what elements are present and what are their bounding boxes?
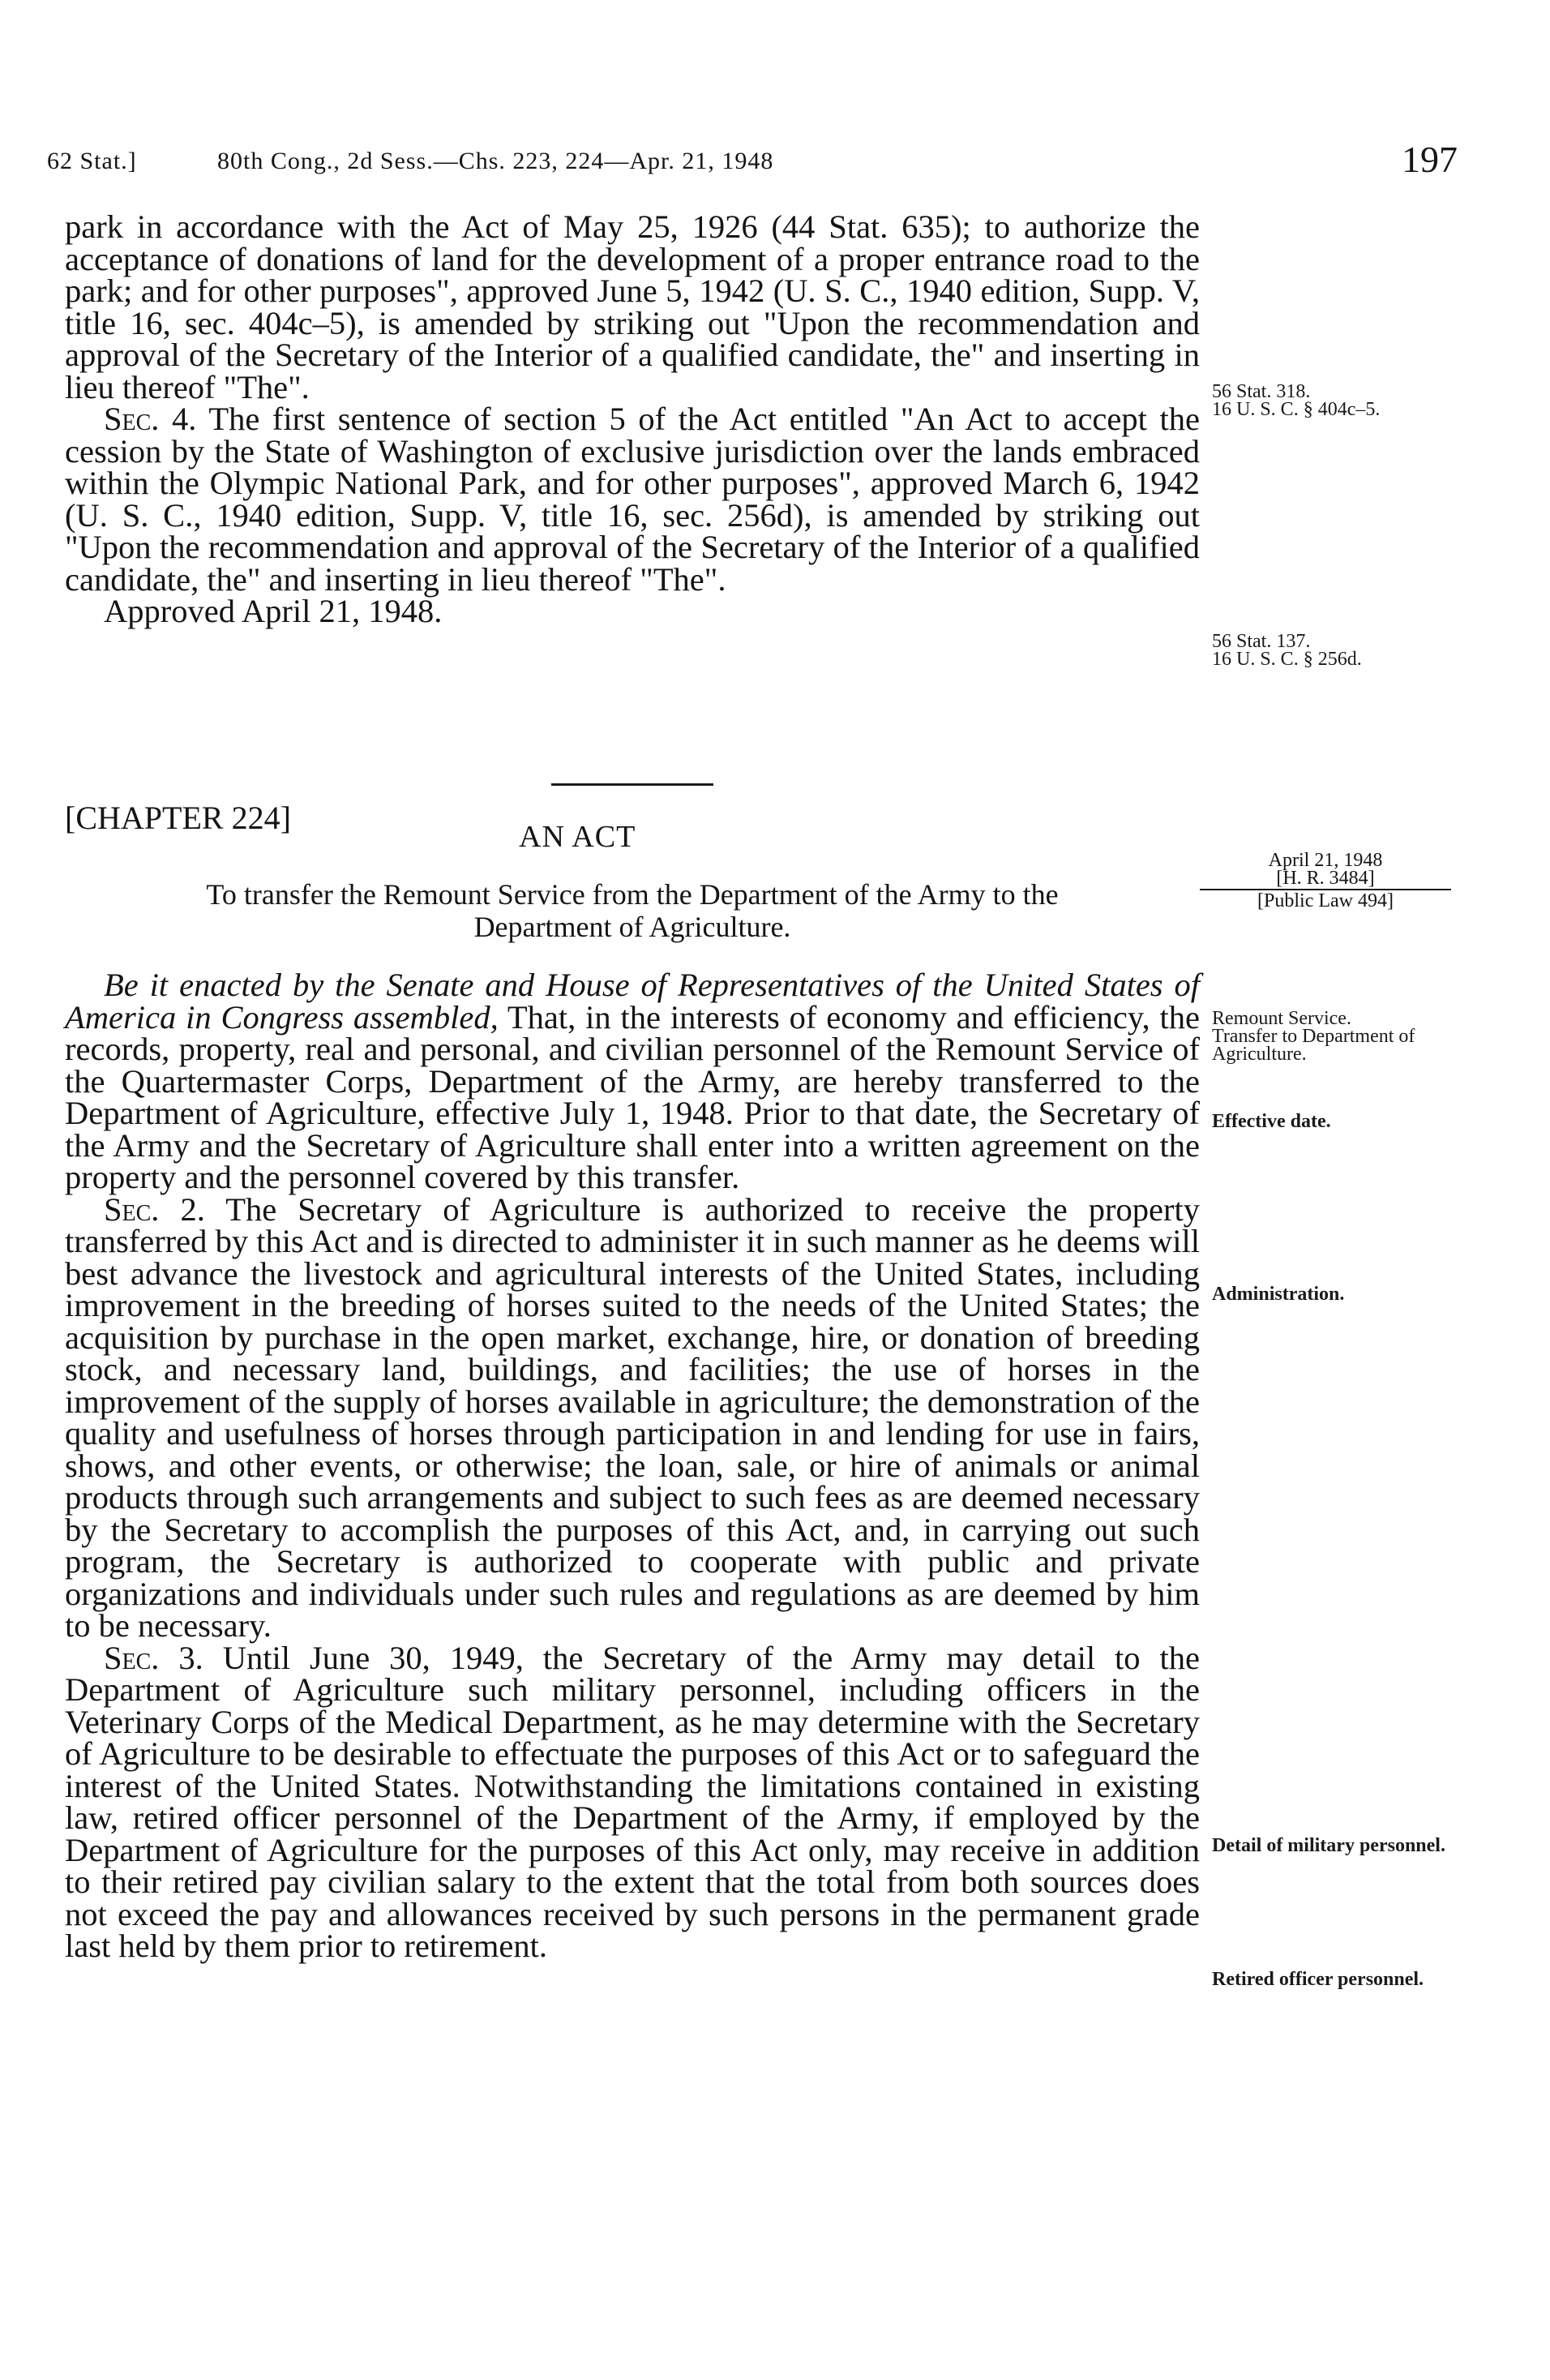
bill-identifier (1200, 851, 1451, 910)
public-law-number: [Public Law 494] (1257, 890, 1394, 911)
section-2-paragraph (65, 1190, 1200, 1644)
margin-note-line: 16 U. S. C. § 404c–5. (1212, 399, 1381, 420)
act-body (65, 969, 1200, 1962)
margin-note-line: 56 Stat. 137. (1212, 631, 1311, 652)
margin-note-stat-137 (1212, 633, 1455, 668)
page-header (47, 138, 1458, 187)
margin-note-stat-318 (1212, 383, 1455, 418)
section-2-text: The Secretary of Agriculture is authorized to receive the property transferred by this Act and is directed to administer it in such manner as he deems will best advance the livestock and agricultural interests of the United States, including improvement in the breeding of horses suited to the needs of the United States; the acquisition by purchase in the open market, exchange, hire, or donation of breeding stock, and necessary land, buildings, and facilities; the use of horses in the improvement of the supply of horses available in agriculture; the demonstration of the quality and usefulness of horses through participation in and lending for use in fairs, shows, and other events, or otherwise; the loan, sale, or hire of animals or animal products through such arrangements and subject to such fees as are deemed necessary by the Secretary to accomplish the purposes of this Act, and, in carrying out such program, the Secretary is authorized to cooperate with public and private organizations and individuals under such rules and regulations as are deemed by him to be necessary. (65, 1190, 1200, 1644)
approved-line: Approved April 21, 1948. (104, 593, 443, 629)
margin-note-line: Transfer to Department of Agriculture. (1212, 1026, 1415, 1065)
act-title-line: To transfer the Remount Service from the Department of the Army to the (206, 878, 1059, 911)
margin-note-line: Remount Service. (1212, 1008, 1351, 1029)
section-4-label: Sec. 4. (104, 401, 197, 437)
margin-note-effective-date: Effective date. (1212, 1111, 1331, 1132)
margin-note-line: 56 Stat. 318. (1212, 381, 1311, 402)
page-number: 197 (1402, 139, 1458, 180)
stat-reference: 62 Stat.] (47, 148, 137, 174)
section-3-paragraph (65, 1639, 1200, 1964)
top-section (65, 208, 1200, 629)
enacting-text: That, in the interests of economy and efficiency, the records, property, real and personal, and civilian personnel of the Remount Service of the Quartermaster Corps, Department of the Army, are hereby transferred to the Department of Agriculture, effective July 1, 1948. Prior to that date, the Secretary of the Army and the Secretary of Agriculture shall enter into a written agreement on the property and the personnel covered by this transfer. (65, 998, 1200, 1195)
section-4-text: The first sentence of section 5 of the Act entitled "An Act to accept the cession by the State of Washington of exclusive jurisdiction over the lands embraced within the Olympic National Park, and for other purposes", approved March 6, 1942 (U. S. C., 1940 edition, Supp. V, title 16, sec. 256d), is amended by striking out "Upon the recommendation and approval of the Secretary of the Interior of a qualified candidate, the" and inserting in lieu thereof "The". (65, 401, 1200, 598)
bill-number: [H. R. 3484] (1276, 868, 1375, 889)
continued-paragraph: park in accordance with the Act of May 25, 1926 (44 Stat. 635); to authorize the acceptance of donations of land for the development of a proper entrance road to the park; and for other purposes", approved June 5, 1942 (U. S. C., 1940 edition, Supp. V, title 16, sec. 404c–5), is amended by striking out "Upon the recommendation and approval of the Secretary of the Interior of a qualified candidate, the" and inserting in lieu thereof "The". (65, 208, 1200, 405)
margin-note-remount (1212, 1010, 1455, 1063)
margin-note-line: 16 U. S. C. § 256d. (1212, 649, 1362, 670)
act-title-line: Department of Agriculture. (473, 911, 791, 943)
margin-note-detail: Detail of military personnel. (1212, 1835, 1445, 1856)
session-heading: 80th Cong., 2d Sess.—Chs. 223, 224—Apr. 21, 1948 (217, 148, 774, 174)
section-2-label: Sec. 2. (104, 1190, 205, 1228)
section-4-paragraph (65, 401, 1200, 598)
margin-note-retired: Retired officer personnel. (1212, 1969, 1424, 1990)
enacting-clause: Be it enacted by the Senate and House of Representatives of the United States of America in Congress assembled, (65, 967, 1200, 1036)
section-3-text: Until June 30, 1949, the Secretary of the Army may detail to the Department of Agriculture such military personnel, including officers in the Veterinary Corps of the Medical Department, as he may determine with the Secretary of Agriculture to be desirable to effectuate the purposes of this Act or to safeguard the interest of the United States. Notwithstanding the limitations contained in existing law, retired officer personnel of the Department of the Army, if employed by the Department of Agriculture for the purposes of this Act only, may receive in addition to their retired pay civilian salary to the extent that the total from both sources does not exceed the pay and allowances received by such persons in the permanent grade last held by them prior to retirement. (65, 1639, 1200, 1964)
bill-date: April 21, 1948 (1268, 850, 1383, 871)
chapter-label: [CHAPTER 224] (65, 800, 291, 836)
margin-note-administration: Administration. (1212, 1284, 1345, 1305)
act-title (65, 878, 1200, 943)
section-divider (551, 783, 713, 786)
enacting-paragraph (65, 969, 1200, 1194)
an-act-heading: AN ACT (519, 820, 636, 854)
section-3-label: Sec. 3. (104, 1639, 203, 1676)
